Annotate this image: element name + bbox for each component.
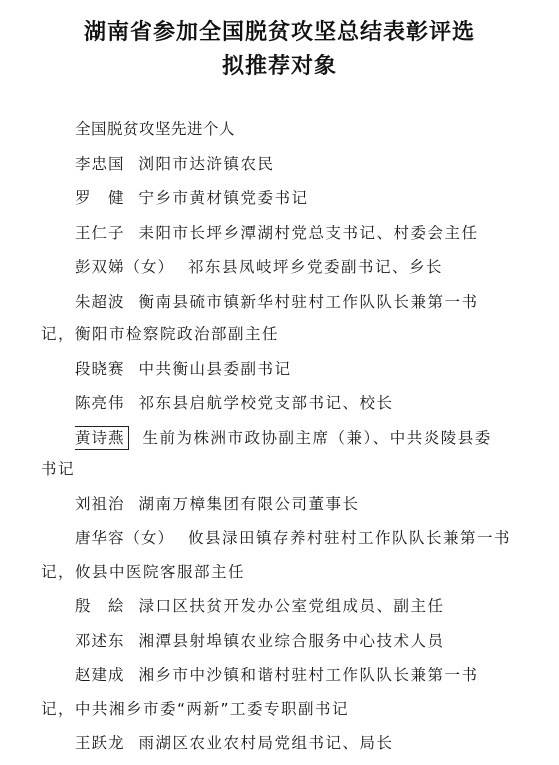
list-item-continuation <box>41 694 551 724</box>
person-description: 雨湖区农业农村局党组书记、局长 <box>138 734 394 752</box>
list-item <box>75 523 551 553</box>
person-name: 罗 健 <box>75 189 125 207</box>
person-name: 邓述东 <box>75 632 125 650</box>
person-description: 浏阳市达浒镇农民 <box>138 155 275 173</box>
document-title-line-1: 湖南省参加全国脱贫攻坚总结表彰评选 <box>83 20 475 45</box>
person-description-continued: 书记 <box>41 460 76 478</box>
person-name: 王仁子 <box>75 224 125 242</box>
section-heading <box>75 114 551 144</box>
list-item <box>75 149 551 179</box>
person-description-continued: 记，攸县中医院客服部主任 <box>41 563 246 581</box>
person-name: 王跃龙 <box>75 734 125 752</box>
person-description: 中共衡山县委副书记 <box>138 360 292 378</box>
person-description: 祁东县启航学校党支部书记、校长 <box>138 394 394 412</box>
list-item <box>75 489 551 519</box>
person-name: 李忠国 <box>75 155 125 173</box>
person-name: 彭双娣（女） <box>75 258 175 276</box>
person-name: 陈亮伟 <box>75 394 125 412</box>
person-description: 衡南县硫市镇新华村驻村工作队队长兼第一书 <box>138 293 479 311</box>
person-name: 朱超波 <box>75 293 125 311</box>
list-item <box>75 354 551 384</box>
list-item <box>75 218 551 248</box>
list-item-continuation <box>41 454 551 484</box>
list-item <box>75 660 551 690</box>
list-item <box>75 728 551 758</box>
person-description: 生前为株洲市政协副主席（兼）、中共炎陵县委 <box>142 429 492 447</box>
person-description: 渌口区扶贫开发办公室党组成员、副主任 <box>138 597 445 615</box>
section-heading-text: 全国脱贫攻坚先进个人 <box>75 120 236 138</box>
list-item-continuation <box>41 319 551 349</box>
person-name: 赵建成 <box>75 666 125 684</box>
list-item <box>75 183 551 213</box>
person-description: 湘潭县射埠镇农业综合服务中心技术人员 <box>138 632 445 650</box>
person-description: 攸县渌田镇存养村驻村工作队队长兼第一书 <box>188 529 512 547</box>
document-title-line-2: 拟推荐对象 <box>221 54 337 79</box>
list-item <box>75 423 551 453</box>
person-name: 唐华容（女） <box>75 529 175 547</box>
person-description: 祁东县凤岐坪乡党委副书记、乡长 <box>188 258 444 276</box>
list-item <box>75 591 551 621</box>
person-description: 湖南万樟集团有限公司董事长 <box>138 495 360 513</box>
person-name: 殷 絵 <box>75 597 125 615</box>
person-description: 耒阳市长坪乡潭湖村党总支书记、村委会主任 <box>138 224 479 242</box>
person-name: 段晓赛 <box>75 360 125 378</box>
list-item <box>75 287 551 317</box>
person-name-highlighted: 黄诗燕 <box>75 426 129 450</box>
person-description-continued: 记，中共湘乡市委“两新”工委专职副书记 <box>41 700 350 718</box>
person-description: 宁乡市黄材镇党委书记 <box>138 189 309 207</box>
list-item <box>75 388 551 418</box>
person-name: 刘祖治 <box>75 495 125 513</box>
list-item <box>75 626 551 656</box>
list-item-continuation <box>41 557 551 587</box>
list-item <box>75 252 551 282</box>
person-description-continued: 记，衡阳市检察院政治部副主任 <box>41 325 280 343</box>
person-description: 湘乡市中沙镇和谐村驻村工作队队长兼第一书 <box>138 666 479 684</box>
